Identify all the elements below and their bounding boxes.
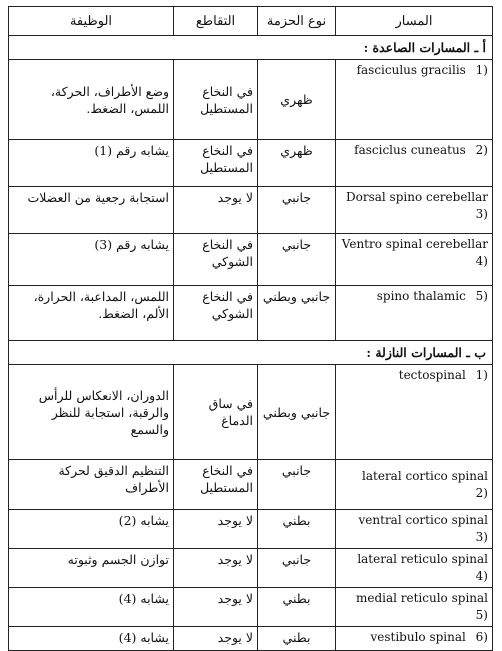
path-cell — [336, 187, 493, 234]
path-cell — [336, 588, 493, 627]
cross-cell: في النخاع المستطيل — [174, 140, 258, 187]
row-number: 3) — [475, 207, 488, 221]
cross-cell: في النخاع الشوكي — [174, 234, 258, 286]
row-number: 2) — [475, 485, 488, 500]
path-name: fasciculus gracilis — [356, 63, 466, 77]
path-cell — [336, 60, 493, 140]
bundle-cell: جانبي وبطني — [258, 286, 336, 341]
section-title-descending: ب ـ المسارات النازلة : — [9, 341, 493, 365]
cross-cell: في النخاع الشوكي — [174, 286, 258, 341]
pathways-table — [8, 6, 493, 651]
path-name: fasciclus cuneatus — [354, 143, 466, 157]
cross-cell: لا يوجد — [174, 549, 258, 588]
table-row — [9, 549, 493, 588]
path-name: vestibulo spinal — [370, 630, 466, 644]
cross-cell: في النخاع المستطيل — [174, 60, 258, 140]
bundle-cell: ظهري — [258, 60, 336, 140]
path-name: lateral reticulo spinal — [357, 552, 488, 566]
bundle-cell: جانبي — [258, 460, 336, 510]
cross-cell: في ساق الدماغ — [174, 365, 258, 460]
path-cell — [336, 234, 493, 286]
cross-cell: لا يوجد — [174, 187, 258, 234]
header-cross: التقاطع — [174, 7, 258, 36]
header-path: المسار — [336, 7, 493, 36]
path-name: Dorsal spino cerebellar — [345, 190, 488, 204]
func-cell: يشابه (4) — [9, 588, 174, 627]
row-number: 2) — [475, 143, 488, 157]
path-name: spino thalamic — [376, 289, 466, 303]
bundle-cell: جانبي — [258, 234, 336, 286]
cross-cell: لا يوجد — [174, 510, 258, 549]
bundle-cell: بطني — [258, 627, 336, 651]
row-number: 4) — [475, 569, 488, 583]
bundle-cell: بطني — [258, 510, 336, 549]
row-number: 3) — [475, 530, 488, 544]
table-row — [9, 627, 493, 651]
path-cell — [336, 510, 493, 549]
func-cell: يشابه (4) — [9, 627, 174, 651]
row-number: 6) — [475, 630, 488, 644]
row-number: 1) — [475, 368, 488, 382]
table-row — [9, 140, 493, 187]
path-cell — [336, 549, 493, 588]
path-cell — [336, 365, 493, 460]
cross-cell: لا يوجد — [174, 627, 258, 651]
table-row — [9, 234, 493, 286]
func-cell: اللمس، المداعبة، الحرارة، الألم، الضغط. — [9, 286, 174, 341]
bundle-cell: جانبي — [258, 549, 336, 588]
section-row-descending — [9, 341, 493, 365]
header-func: الوظيفة — [9, 7, 174, 36]
table-row — [9, 60, 493, 140]
cross-cell: في النخاع المستطيل — [174, 460, 258, 510]
section-row-ascending — [9, 36, 493, 60]
path-cell — [336, 460, 493, 510]
section-title-ascending: أ ـ المسارات الصاعدة : — [9, 36, 493, 60]
path-name: lateral cortico spinal — [362, 468, 488, 483]
table-row — [9, 510, 493, 549]
bundle-cell: جانبي — [258, 187, 336, 234]
func-cell: وضع الأطراف، الحركة، اللمس، الضغط. — [9, 60, 174, 140]
bundle-cell: جانبي وبطني — [258, 365, 336, 460]
row-number: 1) — [475, 63, 488, 77]
pathways-document — [8, 6, 492, 651]
table-row — [9, 286, 493, 341]
func-cell: استجابة رجعية من العضلات — [9, 187, 174, 234]
row-number: 5) — [475, 608, 488, 622]
row-number: 5) — [475, 289, 488, 303]
func-cell: توازن الجسم وثبوته — [9, 549, 174, 588]
header-row — [9, 7, 493, 36]
row-number: 4) — [475, 254, 488, 268]
func-cell: الدوران، الانعكاس للرأس والرقبة، استجابة للنظر والسمع — [9, 365, 174, 460]
func-cell: التنظيم الدقيق لحركة الأطراف — [9, 460, 174, 510]
path-name: Ventro spinal cerebellar — [341, 237, 488, 251]
path-cell — [336, 286, 493, 341]
func-cell: يشابه (2) — [9, 510, 174, 549]
func-cell: يشابه رقم (3) — [9, 234, 174, 286]
header-bundle: نوع الحزمة — [258, 7, 336, 36]
cross-cell: لا يوجد — [174, 588, 258, 627]
path-name: medial reticulo spinal — [355, 591, 488, 605]
path-cell — [336, 140, 493, 187]
bundle-cell: بطني — [258, 588, 336, 627]
bundle-cell: ظهري — [258, 140, 336, 187]
path-name: ventral cortico spinal — [358, 513, 488, 527]
path-name: tectospinal — [398, 368, 466, 382]
table-row — [9, 365, 493, 460]
table-row — [9, 588, 493, 627]
func-cell: يشابه رقم (1) — [9, 140, 174, 187]
path-cell — [336, 627, 493, 651]
table-row — [9, 187, 493, 234]
table-row — [9, 460, 493, 510]
